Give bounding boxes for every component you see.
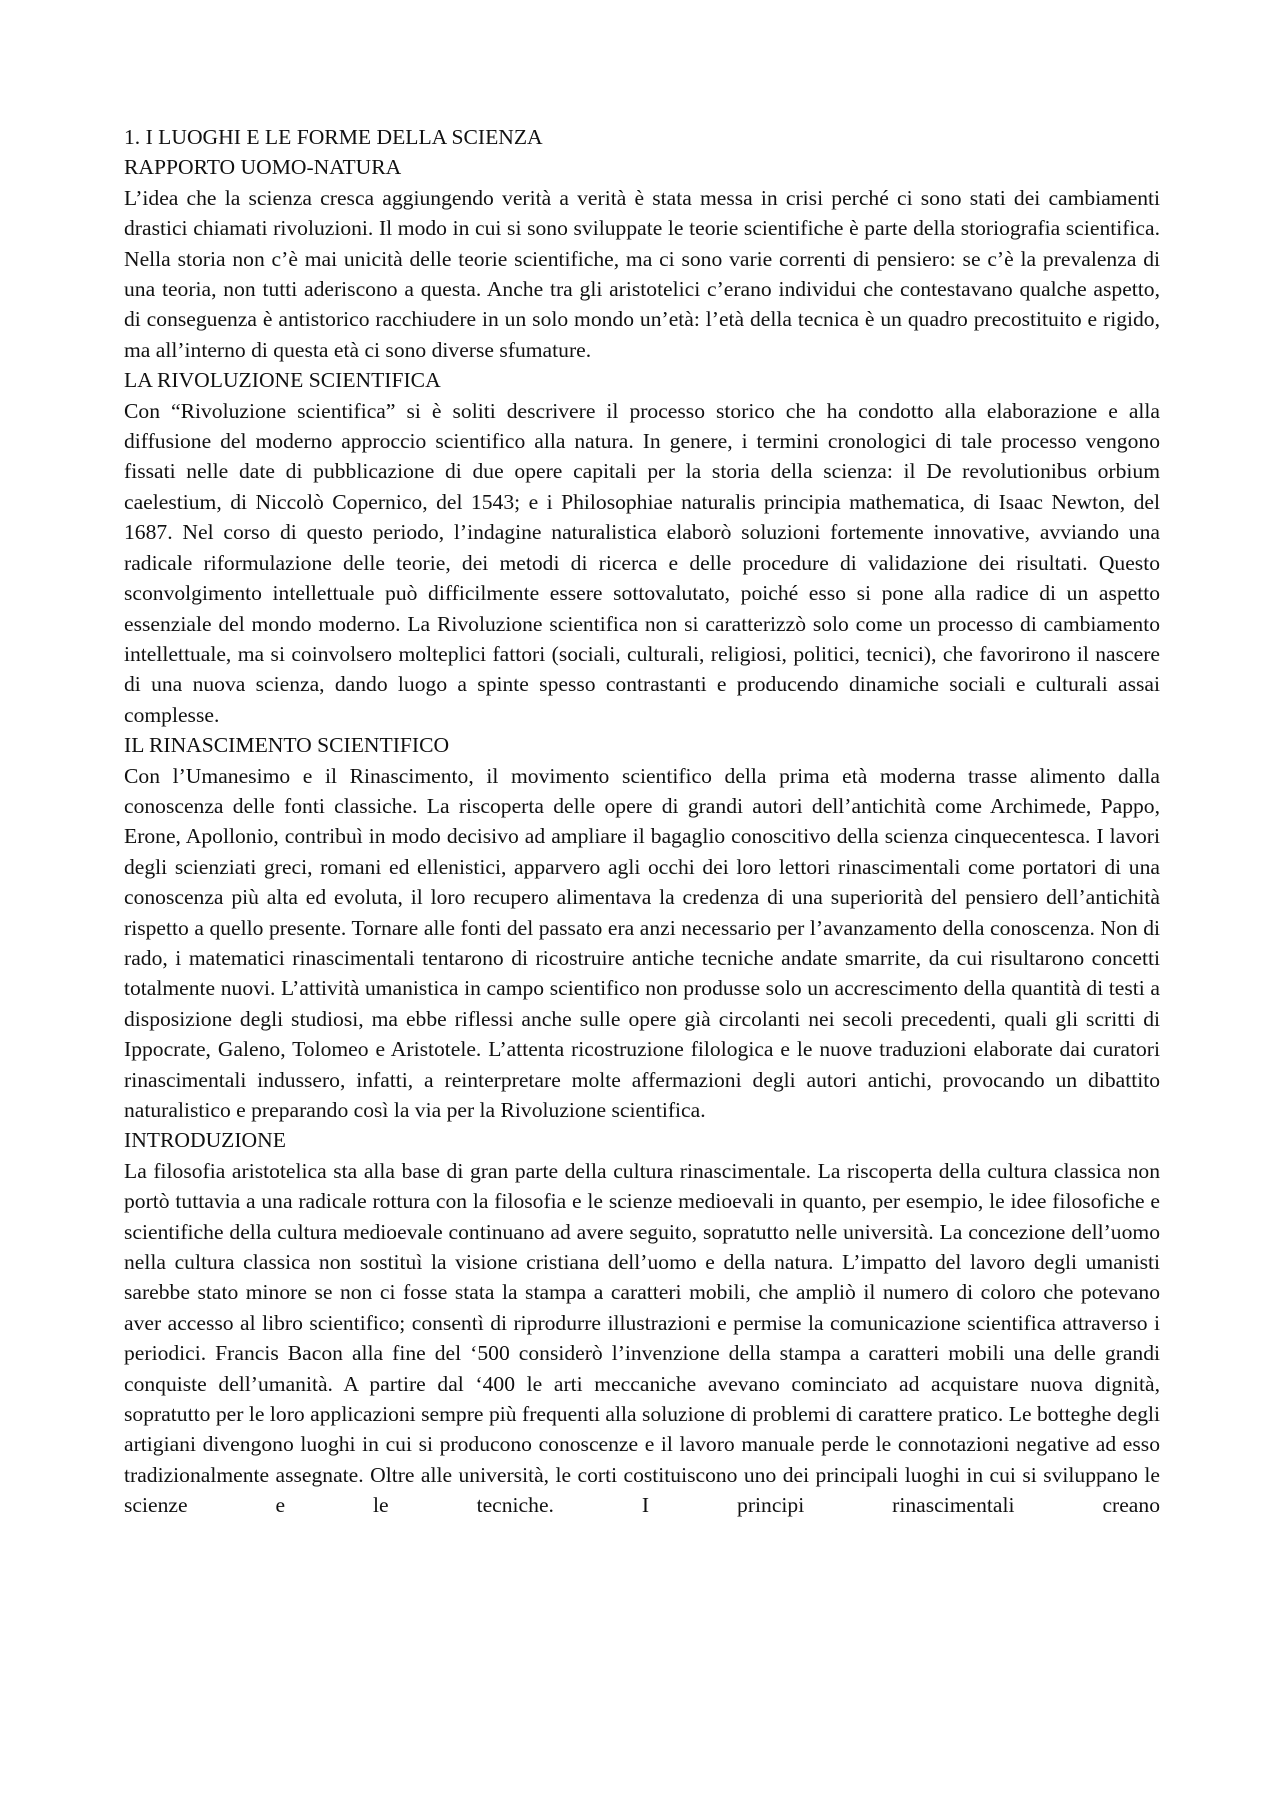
section-heading-introduzione: INTRODUZIONE: [124, 1128, 286, 1153]
document-page: [124, 122, 1160, 1521]
section-text-rinascimento: Con l’Umanesimo e il Rinascimento, il movimento scientifico della prima età moderna trasse alimento dalla conoscenza delle fonti classiche. La riscoperta delle opere di grandi autori dell’antichità come Archimede, Pappo, Erone, Apollonio, contribuì in modo decisivo ad ampliare il bagaglio conoscitivo della scienza cinquecentesca. I lavori degli scienziati greci, romani ed ellenistici, apparvero agli occhi dei loro lettori rinascimentali come portatori di una conoscenza più alta ed evoluta, il loro recupero alimentava la credenza di una superiorità del pensiero dell’antichità rispetto a quello presente. Tornare alle fonti del passato era anzi necessario per l’avanzamento della conoscenza. Non di rado, i matematici rinascimentali tentarono di ricostruire antiche tecniche andate smarrite, da cui risultarono concetti totalmente nuovi. L’attività umanistica in campo scientifico non produsse solo un accrescimento della quantità di testi a disposizione degli studiosi, ma ebbe riflessi anche sulle opere già circolanti nei secoli precedenti, quali gli scritti di Ippocrate, Galeno, Tolomeo e Aristotele. L’attenta ricostruzione filologica e le nuove traduzioni elaborate dai curatori rinascimentali indussero, infatti, a reinterpretare molte affermazioni degli autori antichi, provocando un dibattito naturalistico e preparando così la via per la Rivoluzione scientifica.: [124, 763, 1160, 1122]
section-text-rapporto: L’idea che la scienza cresca aggiungendo verità a verità è stata messa in crisi perché ci sono stati dei cambiamenti drastici chiamati rivoluzioni. Il modo in cui si sono sviluppate le teorie scientifiche è parte della storiografia scientifica. Nella storia non c’è mai unicità delle teorie scientifiche, ma ci sono varie correnti di pensiero: se c’è la prevalenza di una teoria, non tutti aderiscono a questa. Anche tra gli aristotelici c’erano individui che contestavano qualche aspetto, di conseguenza è antistorico racchiudere in un solo mondo un’età: l’età della tecnica è un quadro precostituito e rigido, ma all’interno di questa età ci sono diverse sfumature.: [124, 185, 1160, 362]
section-text-introduzione: La filosofia aristotelica sta alla base di gran parte della cultura rinascimentale. La riscoperta della cultura classica non portò tuttavia a una radicale rottura con la filosofia e le scienze medioevali in quanto, per esempio, le idee filosofiche e scientifiche della cultura medioevale continuano ad avere seguito, sopratutto nelle università. La concezione dell’uomo nella cultura classica non sostituì la visione cristiana dell’uomo e della natura. L’impatto del lavoro degli umanisti sarebbe stato minore se non ci fosse stata la stampa a caratteri mobili, che ampliò il numero di coloro che potevano aver accesso al libro scientifico; consentì di riprodurre illustrazioni e permise la comunicazione scientifica attraverso i periodici. Francis Bacon alla fine del ‘500 considerò l’invenzione della stampa a caratteri mobili una delle grandi conquiste dell’umanità. A partire dal ‘400 le arti meccaniche avevano cominciato ad acquistare nuova dignità, sopratutto per le loro applicazioni sempre più frequenti alla soluzione di problemi di carattere pratico. Le botteghe degli artigiani divengono luoghi in cui si producono conoscenze e il lavoro manuale perde le connotazioni negative ad esso tradizionalmente assegnate. Oltre alle università, le corti costituiscono uno dei principali luoghi in cui si sviluppano le scienze e le tecniche. I principi rinascimentali creano: [124, 1158, 1160, 1518]
document-title: 1. I LUOGHI E LE FORME DELLA SCIENZA: [124, 125, 543, 149]
section-heading-rapporto: RAPPORTO UOMO-NATURA: [124, 155, 402, 180]
section-heading-rivoluzione: LA RIVOLUZIONE SCIENTIFICA: [124, 368, 441, 393]
section-text-rivoluzione: Con “Rivoluzione scientifica” si è soliti descrivere il processo storico che ha condotto alla elaborazione e alla diffusione del moderno approccio scientifico alla natura. In genere, i termini cronologici di tale processo vengono fissati nelle date di pubblicazione di due opere capitali per la storia della scienza: il De revolutionibus orbium caelestium, di Niccolò Copernico, del 1543; e i Philosophiae naturalis principia mathematica, di Isaac Newton, del 1687. Nel corso di questo periodo, l’indagine naturalistica elaborò soluzioni fortemente innovative, avviando una radicale riformulazione delle teorie, dei metodi di ricerca e delle procedure di validazione dei risultati. Questo sconvolgimento intellettuale può difficilmente essere sottovalutato, poiché esso si pone alla radice di un aspetto essenziale del mondo moderno. La Rivoluzione scientifica non si caratterizzò solo come un processo di cambiamento intellettuale, ma si coinvolsero molteplici fattori (sociali, culturali, religiosi, politici, tecnici), che favorirono il nascere di una nuova scienza, dando luogo a spinte spesso contrastanti e producendo dinamiche sociali e culturali assai complesse.: [124, 398, 1160, 727]
section-heading-rinascimento: IL RINASCIMENTO SCIENTIFICO: [124, 733, 450, 758]
